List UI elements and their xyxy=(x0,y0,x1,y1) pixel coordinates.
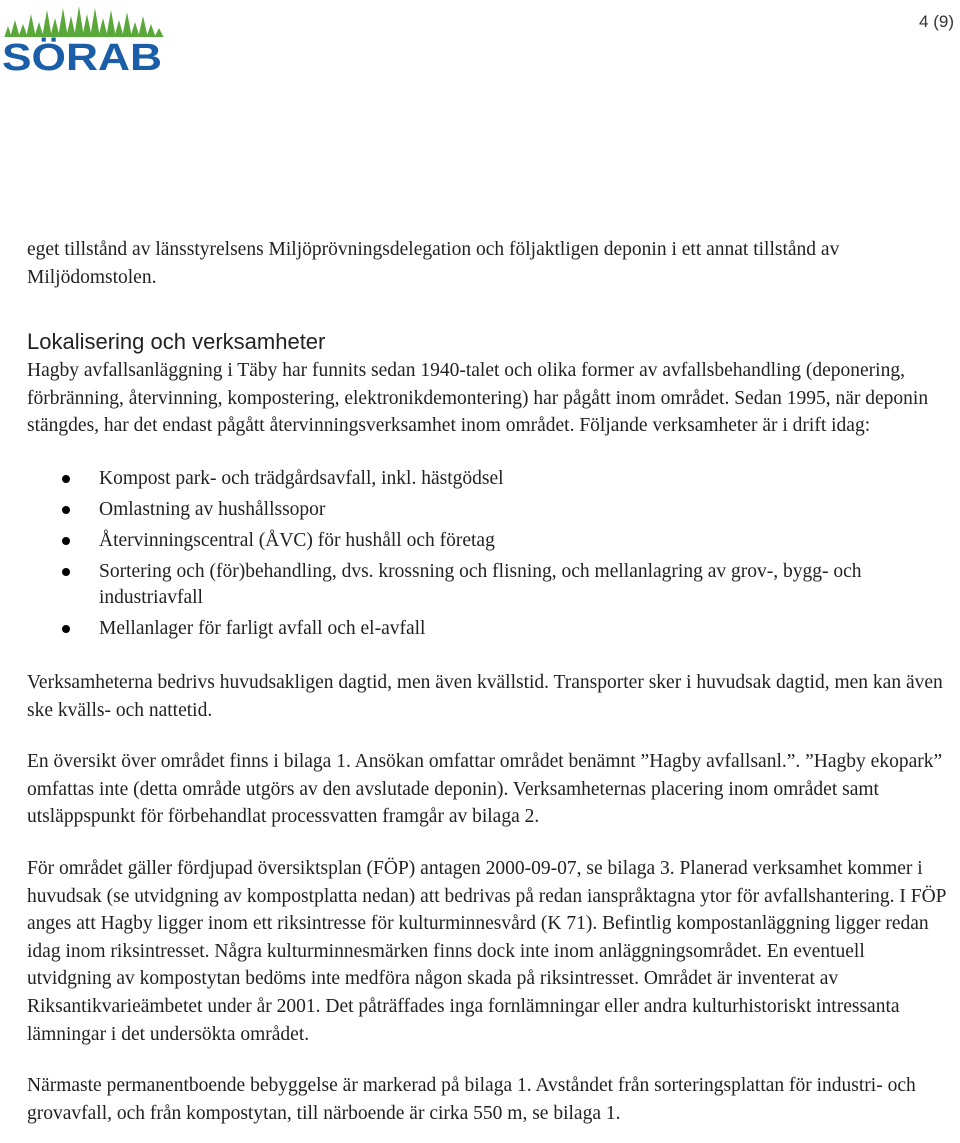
paragraph-3: En översikt över området finns i bilaga 1. Ansökan omfattar området benämnt ”Hagby avfallsanl.”. ”Hagby ekopark” omfattas inte (detta område utgörs av den avslutade deponin). Verksamheternas placering inom området samt utsläppspunkt för förbehandlat processvatten framgår av bilaga 2. xyxy=(27,751,943,828)
spacer xyxy=(27,724,947,748)
sorab-logo xyxy=(0,4,170,74)
section-heading: Lokalisering och verksamheter xyxy=(27,329,326,355)
paragraph-4: För området gäller fördjupad översiktsplan (FÖP) antagen 2000-09-07, se bilaga 3. Planerad verksamhet kommer i huvudsak (se utvidgning av kompostplatta nedan) att bedrivas på redan ianspråktagna ytor för avfallshantering. I FÖP anges att Hagby ligger inom ett riksintresse för kulturminnesvård (K 71). Befintlig kompostanläggning ligger redan idag inom riksintresset. Några kulturminnesmärken finns dock inte inom anläggningsområdet. En eventuell utvidgning av kompostytan bedöms inte medföra någon skada på riksintresset. Området är inventerat av Riksantikvarieämbetet under år 2001. Det påträffades inga fornlämningar eller andra kulturhistoriskt intressanta lämningar i det undersökta området. xyxy=(27,857,946,1045)
intro-paragraph: eget tillstånd av länsstyrelsens Miljöprövningsdelegation och följaktligen deponin i ett annat tillstånd av Miljödomstolen. xyxy=(27,239,840,288)
bullet-icon xyxy=(62,568,70,576)
bullet-icon xyxy=(62,475,70,483)
list-item: Mellanlager för farligt avfall och el-avfall xyxy=(27,616,947,642)
list-item: Omlastning av hushållssopor xyxy=(27,497,947,523)
list-item: Återvinningscentral (ÅVC) för hushåll och företag xyxy=(27,528,947,554)
treeline-graphic xyxy=(4,6,164,38)
spacer xyxy=(27,440,947,466)
bullet-icon xyxy=(62,537,70,545)
list-item: Sortering och (för)behandling, dvs. krossning och flisning, och mellanlagring av grov-, bygg- och industriavfall xyxy=(27,559,947,611)
spacer xyxy=(27,1048,947,1072)
logo-text: SÖRAB xyxy=(2,37,140,74)
activities-list xyxy=(27,466,947,642)
bullet-icon xyxy=(62,625,70,633)
list-item: Kompost park- och trädgårdsavfall, inkl. hästgödsel xyxy=(27,466,947,492)
spacer xyxy=(27,831,947,855)
paragraph-2: Verksamheterna bedrivs huvudsakligen dagtid, men även kvällstid. Transporter sker i huvudsak dagtid, men kan även ske kvälls- och nattetid. xyxy=(27,671,943,721)
paragraph-1: Hagby avfallsanläggning i Täby har funnits sedan 1940-talet och olika former av avfallsbehandling (deponering, förbränning, återvinning, kompostering, elektronikdemontering) har pågått inom området. Sedan 1995, när deponin stängdes, har det endast pågått återvinningsverksamhet inom området. Följande verksamheter är i drift idag: xyxy=(27,360,929,437)
spacer xyxy=(27,647,947,669)
paragraph-5: Närmaste permanentboende bebyggelse är markerad på bilaga 1. Avståndet från sorteringsplattan för industri- och grovavfall, och från kompostytan, till närboende är cirka 550 m, se bilaga 1. xyxy=(27,1075,916,1124)
page-number: 4 (9) xyxy=(919,12,954,31)
bullet-icon xyxy=(62,506,70,514)
document-body xyxy=(27,236,947,1127)
spacer xyxy=(27,291,947,327)
